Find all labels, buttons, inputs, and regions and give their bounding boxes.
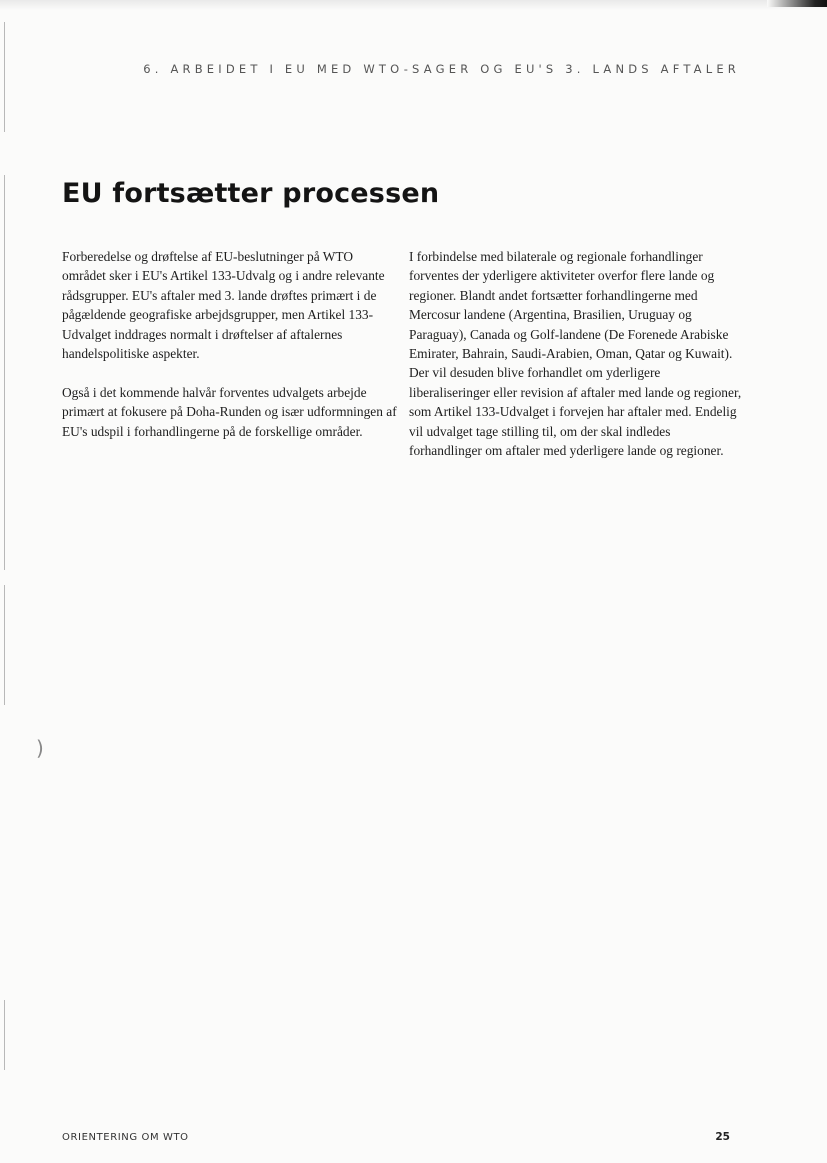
scan-edge-left [4, 585, 5, 705]
paragraph: I forbindelse med bilaterale og regionale forhandlinger forventes der yderligere aktiviteter overfor flere lande og regioner. Blandt andet fortsætter forhandlingerne med Mercosur landene (Argentina, Brasilien, Uruguay og Paraguay), Canada og Golf-landene (De Forenede Arabiske Emirater, Bahrain, Saudi-Arabien, Oman, Qatar og Kuwait). Der vil desuden blive forhandlet om yderligere liberaliseringer eller revision af aftaler med lande og regioner, som Artikel 133-Udvalget i forvejen har aftaler med. Endelig vil udvalget tage stilling til, om der skal indledes forhandlinger om aftaler med yderligere lande og regioner. [409, 249, 742, 459]
page-number: 25 [715, 1131, 730, 1143]
scan-artifact: ) [36, 736, 44, 760]
paragraph: Forberedelse og drøftelse af EU-beslutninger på WTO området sker i EU's Artikel 133-Udvalg og i andre relevante rådsgrupper. EU's aftaler med 3. lande drøftes primært i de pågældende geografiske arbejdsgrupper, men Artikel 133-Udvalget inddrages normalt i drøftelser af aftalernes handelspolitiske aspekter. [62, 249, 385, 362]
scan-edge-left [4, 1000, 5, 1070]
scan-edge-top [0, 0, 827, 10]
right-column [409, 247, 744, 480]
scan-corner-mark [767, 0, 827, 7]
left-column [62, 247, 397, 460]
page-title: EU fortsætter processen [62, 178, 440, 209]
scan-edge-left [4, 175, 5, 570]
scan-edge-left [4, 22, 5, 132]
paragraph: Også i det kommende halvår forventes udvalgets arbejde primært at fokusere på Doha-Runden og især udformningen af EU's udspil i forhandlingerne på de forskellige områder. [62, 384, 397, 439]
running-header: 6. ARBEIDET I EU MED WTO-SAGER OG EU'S 3. LANDS AFTALER [143, 62, 740, 76]
footer-publication-title: ORIENTERING OM WTO [62, 1132, 189, 1143]
